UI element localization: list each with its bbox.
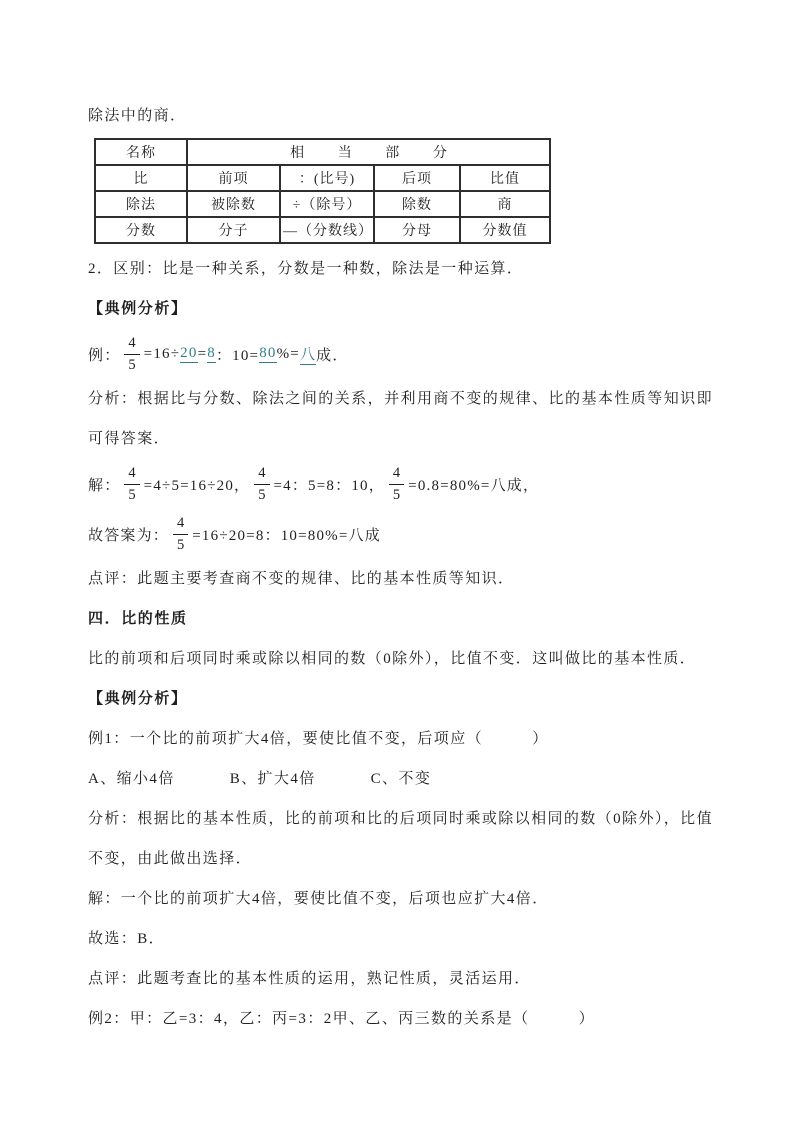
equation-text: =0.8=80%=八成，: [408, 477, 540, 494]
table-cell: 分母: [374, 217, 460, 243]
table-row-fraction: [95, 217, 550, 243]
table-header-row: [95, 139, 550, 165]
fraction: [124, 464, 139, 503]
table-cell: 被除数: [187, 191, 280, 217]
table-row-division: [95, 191, 550, 217]
analysis-text: 分析：根据比与分数、除法之间的关系，并利用商不变的规律、比的基本性质等知识即可得答案．: [88, 391, 713, 447]
equation-text: =16÷20=8：10=80%=八成: [192, 527, 381, 544]
analysis1-text: 分析：根据比的基本性质，比的前项和比的后项同时乘或除以相同的数（0除外），比值不变，由此做出选择．: [88, 811, 713, 867]
table-cell: 比值: [460, 165, 550, 191]
table-cell: 分子: [187, 217, 280, 243]
answer-blank: 8: [207, 345, 216, 361]
answer-blank: 80: [259, 345, 277, 361]
distinction-text: 2．区别：比是一种关系，分数是一种数，除法是一种运算．: [88, 261, 524, 277]
intro-text: 除法中的商．: [88, 108, 187, 124]
equation-text: 成．: [316, 347, 349, 364]
table-cell: 除数: [374, 191, 460, 217]
fraction: [389, 464, 404, 503]
table-cell: 比: [95, 165, 187, 191]
fraction: [254, 464, 269, 503]
answer-blank: 八: [300, 343, 316, 365]
table-cell: 分数: [95, 217, 187, 243]
comment1-text: 点评：此题考查比的基本性质的运用，熟记性质，灵活运用．: [88, 971, 531, 987]
fraction-denominator: 5: [177, 536, 185, 553]
table-cell: 分数值: [460, 217, 550, 243]
options-row: [88, 759, 713, 799]
table-cell: 后项: [374, 165, 460, 191]
table-cell: ：(比号): [280, 165, 374, 191]
equation-text: %=: [276, 345, 300, 362]
table-cell: 除法: [95, 191, 187, 217]
choice-text: 故选：B．: [88, 931, 166, 947]
example1-question: 例1：一个比的前项扩大4倍，要使比值不变，后项应（ ）: [88, 731, 549, 747]
fraction-denominator: 5: [258, 486, 266, 503]
equation-text: =16÷: [143, 345, 181, 362]
fraction-numerator: 4: [173, 514, 188, 534]
table-cell: —（分数线）: [280, 217, 374, 243]
answer-equation: [88, 509, 713, 559]
table-row-ratio: [95, 165, 550, 191]
equation-text: =4：5=8：10，: [273, 477, 385, 494]
option-b: B、扩大4倍: [229, 771, 316, 787]
property-text: 比的前项和后项同时乘或除以相同的数（0除外），比值不变．这叫做比的基本性质．: [88, 651, 697, 667]
fraction-numerator: 4: [389, 464, 404, 484]
fraction-denominator: 5: [392, 486, 401, 503]
equation-text: 例：: [88, 347, 121, 364]
table-header-name: 名称: [95, 139, 187, 165]
section-heading-ratio-property: 四．比的性质: [88, 611, 188, 627]
table-cell: ÷（除号）: [280, 191, 374, 217]
fraction-denominator: 5: [128, 356, 136, 373]
fraction-numerator: 4: [254, 464, 269, 484]
table-header-span: 相当部分: [187, 139, 550, 165]
option-a: A、缩小4倍: [88, 771, 175, 787]
equation-text: =: [197, 345, 208, 362]
equation-text: 故答案为：: [88, 527, 170, 544]
relation-table: [94, 138, 551, 244]
analysis-section-header: 【典例分析】: [88, 301, 188, 317]
option-c: C、不变: [370, 771, 432, 787]
fraction: [124, 334, 139, 373]
fraction-numerator: 4: [124, 464, 139, 484]
table-cell: 前项: [187, 165, 280, 191]
analysis-section-header-2: 【典例分析】: [88, 691, 188, 707]
fraction-numerator: 4: [124, 334, 139, 354]
example2-question: 例2：甲：乙=3：4，乙：丙=3：2甲、乙、丙三数的关系是（ ）: [88, 1011, 596, 1027]
solution-equation: [88, 459, 713, 509]
fraction-denominator: 5: [128, 486, 136, 503]
solution1-text: 解：一个比的前项扩大4倍，要使比值不变，后项也应扩大4倍．: [88, 891, 549, 907]
equation-text: 解：: [88, 477, 121, 494]
equation-text: ：10=: [215, 347, 260, 364]
example-equation: [88, 329, 713, 379]
comment-text: 点评：此题主要考查商不变的规律、比的基本性质等知识．: [88, 571, 515, 587]
fraction: [173, 514, 188, 553]
table-cell: 商: [460, 191, 550, 217]
equation-text: =4÷5=16÷20，: [143, 477, 251, 494]
answer-blank: 20: [180, 345, 198, 361]
